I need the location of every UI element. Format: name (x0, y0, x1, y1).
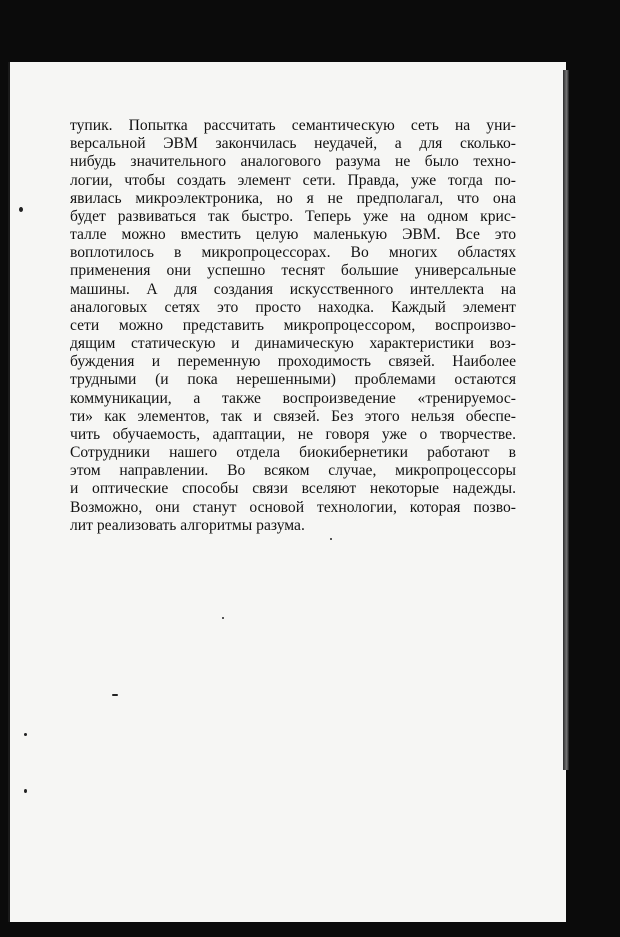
scan-speck (19, 207, 23, 212)
text-line: аналоговых сетях это просто находка. Каждый элемент (70, 298, 516, 316)
text-line: лит реализовать алгоритмы разума. (70, 516, 305, 534)
scan-speck (222, 617, 224, 619)
scan-speck (112, 694, 118, 696)
scan-speck (24, 789, 27, 793)
text-line: Возможно, они станут основой технологии, которая позво- (70, 498, 516, 516)
text-line: явилась микроэлектроника, но я не предполагал, что она (70, 189, 516, 207)
text-line: и оптические способы связи вселяют некоторые надежды. (70, 480, 516, 498)
text-line: нибудь значительного аналогового разума не было техно- (70, 153, 516, 171)
text-line: версальной ЭВМ закончилась неудачей, а для сколько- (70, 135, 516, 153)
text-line: будет развиваться так быстро. Теперь уже на одном крис- (70, 207, 516, 225)
scan-speck (24, 733, 27, 736)
text-line: машины. А для создания искусственного интеллекта на (70, 280, 516, 298)
text-line: трудными (и пока нерешенными) проблемами остаются (70, 371, 516, 389)
text-line: талле можно вместить целую маленькую ЭВМ. Все это (70, 226, 516, 244)
text-line: коммуникации, а также воспроизведение «тренируемос- (70, 389, 516, 407)
text-line: чить обучаемость, адаптации, не говоря уже о творчестве. (70, 425, 516, 443)
text-line: буждения и переменную проходимость связей. Наиболее (70, 353, 516, 371)
text-line: тупик. Попытка рассчитать семантическую сеть на уни- (70, 117, 516, 134)
text-line: воплотилось в микропроцессорах. Во многих областях (70, 244, 516, 262)
text-line: ти» как элементов, так и связей. Без этого нельзя обеспе- (70, 407, 516, 425)
text-line: сети можно представить микропроцессором, воспроизво- (70, 316, 516, 334)
text-line: дящим статическую и динамическую характеристики воз- (70, 335, 516, 353)
page-edge-shadow (563, 70, 569, 770)
text-line: Сотрудники нашего отдела биокибернетики работают в (70, 444, 516, 462)
text-line: применения они успешно теснят большие универсальные (70, 262, 516, 280)
text-line: этом направлении. Во всяком случае, микропроцессоры (70, 462, 516, 480)
scan-speck (330, 538, 332, 540)
text-line: логии, чтобы создать элемент сети. Правда, уже тогда по- (70, 171, 516, 189)
body-text (70, 117, 516, 535)
